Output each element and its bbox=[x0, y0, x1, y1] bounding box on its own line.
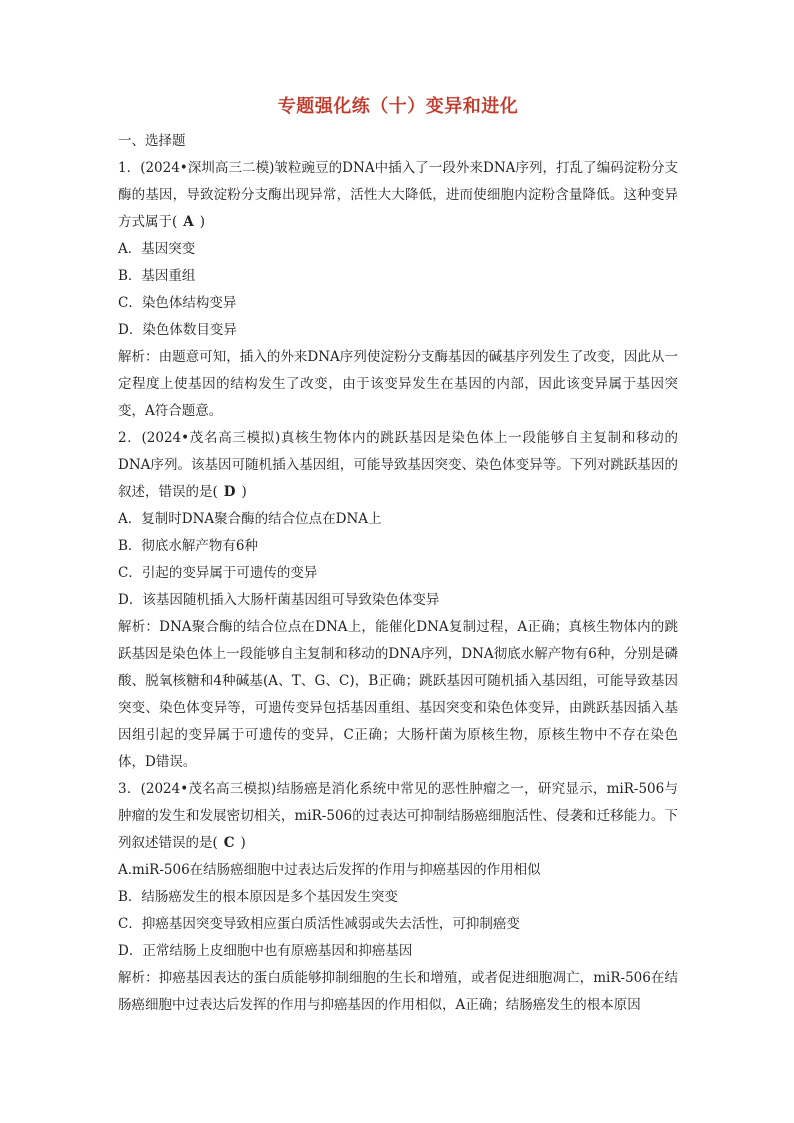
question-3-option-a: A.miR-506在结肠癌细胞中过表达后发挥的作用与抑癌基因的作用相似 bbox=[118, 862, 541, 878]
page-title: 专题强化练（十）变异和进化 bbox=[277, 96, 519, 117]
question-1-stem: 1．(2024•深圳高三二模)皱粒豌豆的DNA中插入了一段外来DNA序列，打乱了编码淀粉分支酶的基因，导致淀粉分支酶出现异常，活性大大降低，进而使细胞内淀粉含量降低。这种变异方式属于( A ) bbox=[118, 160, 678, 230]
document-page bbox=[118, 92, 678, 1019]
question-1-answer: A bbox=[183, 214, 194, 230]
question-3-answer: C bbox=[223, 835, 235, 851]
question-2-option-a: A．复制时DNA聚合酶的结合位点在DNA上 bbox=[118, 511, 382, 527]
question-2-stem: 2．(2024•茂名高三模拟)真核生物体内的跳跃基因是染色体上一段能够自主复制和移动的DNA序列。该基因可随机插入基因组，可能导致基因突变、染色体变异等。下列对跳跃基因的叙述，错误的是( D ) bbox=[118, 430, 678, 500]
question-3-stem: 3．(2024•茂名高三模拟)结肠癌是消化系统中常见的恶性肿瘤之一，研究显示，miR-506与肿瘤的发生和发展密切相关，miR-506的过表达可抑制结肠癌细胞活性、侵袭和迁移能力。下列叙述错误的是( C ) bbox=[118, 781, 678, 851]
question-2-analysis: 解析：DNA聚合酶的结合位点在DNA上，能催化DNA复制过程，A正确；真核生物体内的跳跃基因是染色体上一段能够自主复制和移动的DNA序列，DNA彻底水解产物有6种，分别是磷酸、脱氧核糖和4种碱基(A、T、G、C)，B正确；跳跃基因可随机插入基因组，可能导致基因突变、染色体变异等，可遗传变异包括基因重组、基因突变和染色体变异，由跳跃基因插入基因组引起的变异属于可遗传的变异，C正确；大肠杆菌为原核生物，原核生物中不存在染色体，D错误。 bbox=[118, 619, 678, 770]
question-1-option-b: B．基因重组 bbox=[118, 268, 196, 284]
question-2-option-c: C．引起的变异属于可遗传的变异 bbox=[118, 565, 318, 581]
question-1-option-c: C．染色体结构变异 bbox=[118, 295, 237, 311]
question-2-answer: D bbox=[223, 484, 236, 500]
question-3-option-d: D．正常结肠上皮细胞中也有原癌基因和抑癌基因 bbox=[118, 943, 413, 959]
question-3-option-b: B．结肠癌发生的根本原因是多个基因发生突变 bbox=[118, 889, 398, 905]
question-1-option-a: A．基因突变 bbox=[118, 241, 196, 257]
question-1-analysis: 解析：由题意可知，插入的外来DNA序列使淀粉分支酶基因的碱基序列发生了改变，因此从一定程度上使基因的结构发生了改变，由于该变异发生在基因的内部，因此该变异属于基因突变，A符合题意。 bbox=[118, 349, 678, 419]
question-2-option-b: B．彻底水解产物有6种 bbox=[118, 538, 259, 554]
question-3-analysis: 解析：抑癌基因表达的蛋白质能够抑制细胞的生长和增殖，或者促进细胞凋亡，miR-506在结肠癌细胞中过表达后发挥的作用与抑癌基因的作用相似，A正确；结肠癌发生的根本原因 bbox=[118, 970, 678, 1013]
question-2-option-d: D．该基因随机插入大肠杆菌基因组可导致染色体变异 bbox=[118, 592, 440, 608]
question-1-option-d: D．染色体数目变异 bbox=[118, 322, 237, 338]
question-3-option-c: C．抑癌基因突变导致相应蛋白质活性减弱或失去活性，可抑制癌变 bbox=[118, 916, 520, 932]
section-heading: 一、选择题 bbox=[118, 133, 186, 149]
